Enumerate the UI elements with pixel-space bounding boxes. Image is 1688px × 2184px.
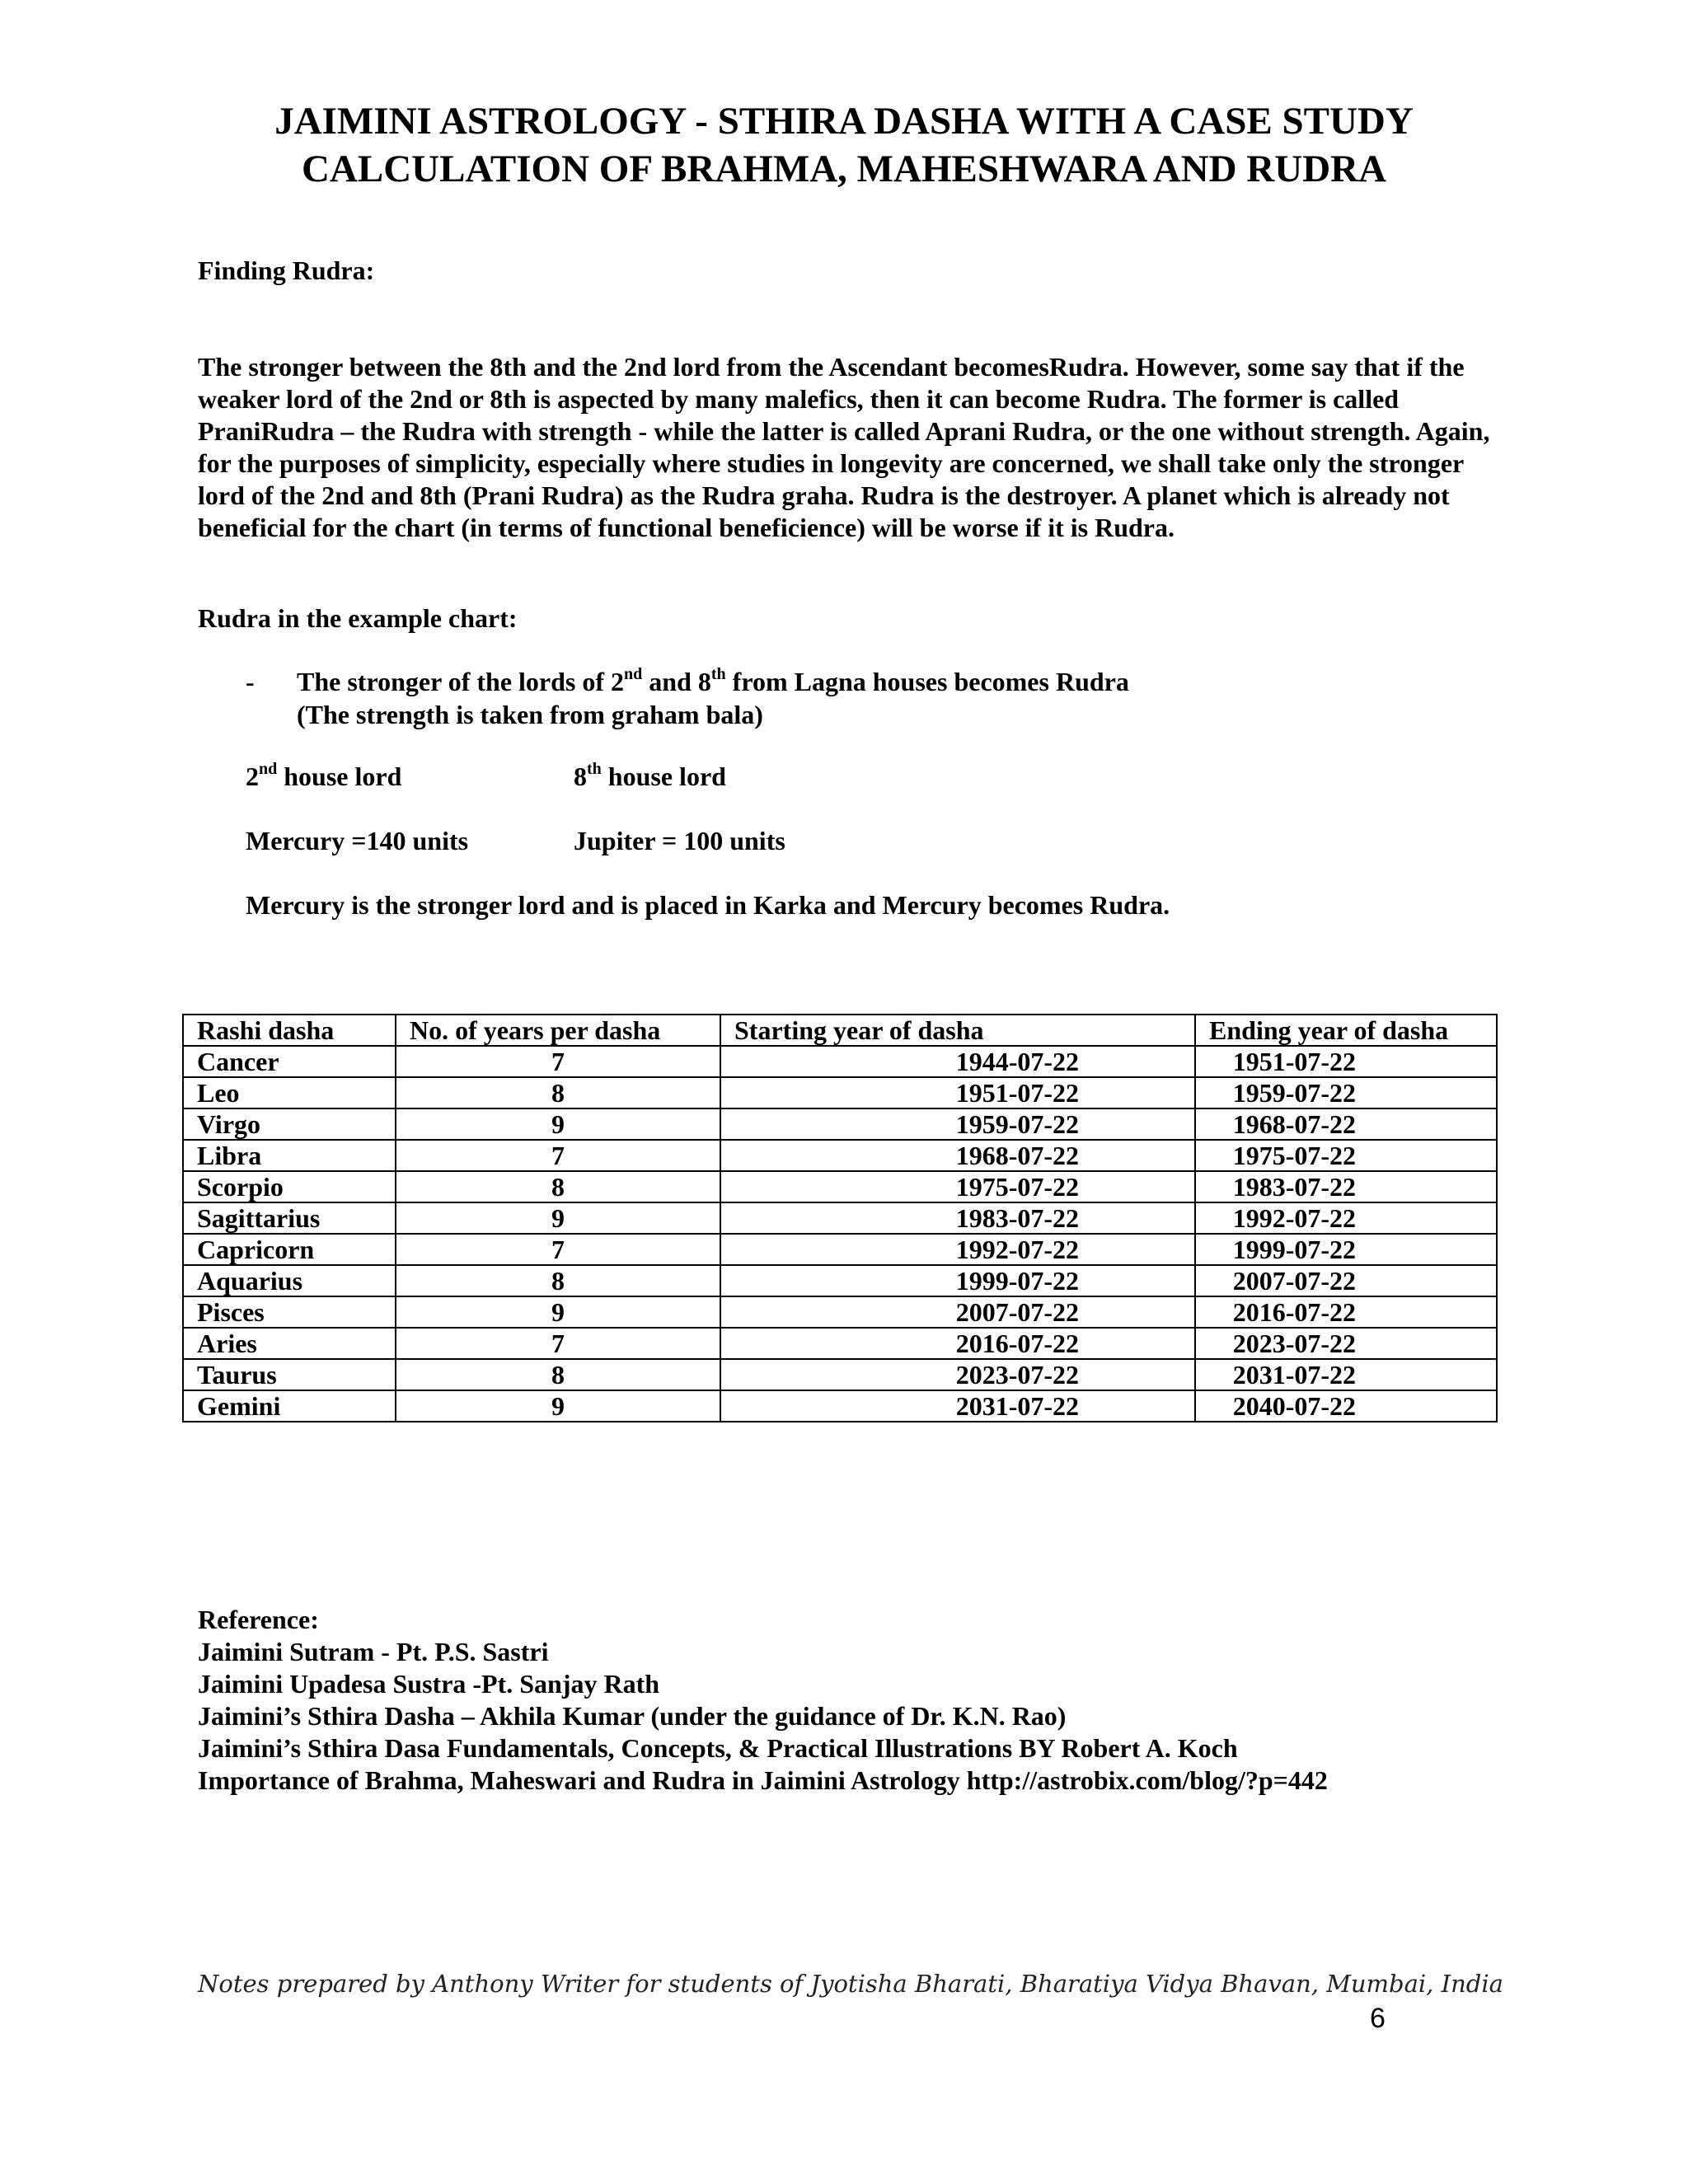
bullet-line-1 (297, 666, 1129, 698)
header-starting-year: Starting year of dasha (720, 1015, 1195, 1046)
cell-end: 2031-07-22 (1195, 1359, 1497, 1390)
cell-years: 9 (396, 1390, 720, 1422)
cell-end: 1968-07-22 (1195, 1108, 1497, 1140)
cell-start: 2016-07-22 (720, 1328, 1195, 1359)
example-chart-heading: Rudra in the example chart: (198, 603, 518, 633)
cell-end: 2007-07-22 (1195, 1265, 1497, 1296)
table-row (183, 1202, 1497, 1234)
cell-rashi: Leo (183, 1077, 396, 1108)
cell-years: 9 (396, 1108, 720, 1140)
reference-item: Jaimini’s Sthira Dasha – Akhila Kumar (under the guidance of Dr. K.N. Rao) (198, 1701, 1067, 1731)
cell-years: 7 (396, 1046, 720, 1077)
cell-rashi: Virgo (183, 1108, 396, 1140)
bullet-sup-th: th (710, 665, 726, 683)
reference-item: Jaimini Upadesa Sustra -Pt. Sanjay Rath (198, 1669, 660, 1699)
references-section (198, 1604, 1328, 1797)
cell-end: 1951-07-22 (1195, 1046, 1497, 1077)
table-row (183, 1265, 1497, 1296)
page-title (0, 97, 1688, 193)
table-row (183, 1234, 1497, 1265)
header-rashi-dasha: Rashi dasha (183, 1015, 396, 1046)
table-row (183, 1140, 1497, 1171)
cell-end: 1975-07-22 (1195, 1140, 1497, 1171)
cell-start: 1999-07-22 (720, 1265, 1195, 1296)
second-label: house lord (277, 762, 402, 791)
cell-years: 8 (396, 1359, 720, 1390)
eighth-num: 8 (574, 762, 587, 791)
second-num: 2 (246, 762, 259, 791)
cell-rashi: Taurus (183, 1359, 396, 1390)
title-line-1: JAIMINI ASTROLOGY - STHIRA DASHA WITH A CASE STUDY (274, 100, 1414, 143)
bullet-text-part3: from Lagna houses becomes Rudra (725, 667, 1129, 696)
cell-rashi: Pisces (183, 1296, 396, 1328)
table-row (183, 1171, 1497, 1202)
cell-end: 2040-07-22 (1195, 1390, 1497, 1422)
eighth-sup: th (587, 760, 602, 778)
references-heading: Reference: (198, 1605, 319, 1634)
cell-years: 7 (396, 1140, 720, 1171)
reference-item: Jaimini’s Sthira Dasa Fundamentals, Concepts, & Practical Illustrations BY Robert A. Koch (198, 1733, 1238, 1763)
table-row (183, 1328, 1497, 1359)
bullet-line-2: (The strength is taken from graham bala) (297, 700, 763, 729)
sthira-dasha-table (182, 1014, 1498, 1422)
cell-years: 9 (396, 1296, 720, 1328)
table-row (183, 1359, 1497, 1390)
cell-start: 1983-07-22 (720, 1202, 1195, 1234)
bullet-text-part1: The stronger of the lords of 2 (297, 667, 625, 696)
cell-years: 9 (396, 1202, 720, 1234)
cell-rashi: Gemini (183, 1390, 396, 1422)
footer-note: Notes prepared by Anthony Writer for students of Jyotisha Bharati, Bharatiya Vidya Bhavan, Mumbai, India (198, 1970, 1503, 1998)
cell-start: 1959-07-22 (720, 1108, 1195, 1140)
table-header-row (183, 1015, 1497, 1046)
cell-end: 1959-07-22 (1195, 1077, 1497, 1108)
table-row (183, 1108, 1497, 1140)
cell-rashi: Aries (183, 1328, 396, 1359)
finding-rudra-heading: Finding Rudra: (198, 255, 375, 285)
cell-start: 2007-07-22 (720, 1296, 1195, 1328)
jupiter-units: Jupiter = 100 units (574, 826, 785, 855)
cell-start: 1992-07-22 (720, 1234, 1195, 1265)
cell-end: 1999-07-22 (1195, 1234, 1497, 1265)
bullet-sup-nd: nd (624, 665, 643, 683)
cell-start: 2023-07-22 (720, 1359, 1195, 1390)
cell-start: 1975-07-22 (720, 1171, 1195, 1202)
cell-end: 2023-07-22 (1195, 1328, 1497, 1359)
cell-start: 2031-07-22 (720, 1390, 1195, 1422)
reference-item: Jaimini Sutram - Pt. P.S. Sastri (198, 1637, 549, 1666)
table-row (183, 1046, 1497, 1077)
rudra-paragraph: The stronger between the 8th and the 2nd lord from the Ascendant becomesRudra. However, some say that if the weaker lord of the 2nd or 8th is aspected by many malefics, then it can become Rudra. The former is called PraniRudra – the Rudra with strength - while the latter is called Aprani Rudra, or the one without strength. Again, for the purposes of simplicity, especially where studies in longevity are concerned, we shall take only the stronger lord of the 2nd and 8th (Prani Rudra) as the Rudra graha. Rudra is the destroyer. A planet which is already not beneficial for the chart (in terms of functional beneficience) will be worse if it is Rudra. (198, 352, 1490, 542)
second-house-lord-label (246, 762, 401, 792)
table-row (183, 1390, 1497, 1422)
cell-rashi: Scorpio (183, 1171, 396, 1202)
cell-years: 7 (396, 1328, 720, 1359)
mercury-units: Mercury =140 units (246, 826, 469, 855)
page-number: 6 (1370, 2003, 1386, 2034)
eighth-house-lord-label (574, 762, 726, 792)
header-years-per-dasha: No. of years per dasha (396, 1015, 720, 1046)
header-ending-year: Ending year of dasha (1195, 1015, 1497, 1046)
eighth-label: house lord (601, 762, 726, 791)
table-row (183, 1296, 1497, 1328)
table-row (183, 1077, 1497, 1108)
bullet-text-part2: and 8 (642, 667, 711, 696)
conclusion-text: Mercury is the stronger lord and is placed in Karka and Mercury becomes Rudra. (246, 890, 1170, 920)
cell-years: 8 (396, 1265, 720, 1296)
title-line-2: CALCULATION OF BRAHMA, MAHESHWARA AND RUDRA (301, 148, 1387, 190)
cell-end: 1992-07-22 (1195, 1202, 1497, 1234)
cell-start: 1968-07-22 (720, 1140, 1195, 1171)
cell-rashi: Capricorn (183, 1234, 396, 1265)
cell-years: 8 (396, 1171, 720, 1202)
reference-item: Importance of Brahma, Maheswari and Rudra in Jaimini Astrology http://astrobix.com/blog/?p=442 (198, 1765, 1328, 1795)
cell-start: 1951-07-22 (720, 1077, 1195, 1108)
cell-end: 2016-07-22 (1195, 1296, 1497, 1328)
cell-rashi: Cancer (183, 1046, 396, 1077)
cell-years: 7 (396, 1234, 720, 1265)
second-sup: nd (259, 760, 278, 778)
cell-start: 1944-07-22 (720, 1046, 1195, 1077)
cell-years: 8 (396, 1077, 720, 1108)
cell-rashi: Aquarius (183, 1265, 396, 1296)
cell-end: 1983-07-22 (1195, 1171, 1497, 1202)
cell-rashi: Sagittarius (183, 1202, 396, 1234)
bullet-dash: - (246, 667, 255, 696)
cell-rashi: Libra (183, 1140, 396, 1171)
